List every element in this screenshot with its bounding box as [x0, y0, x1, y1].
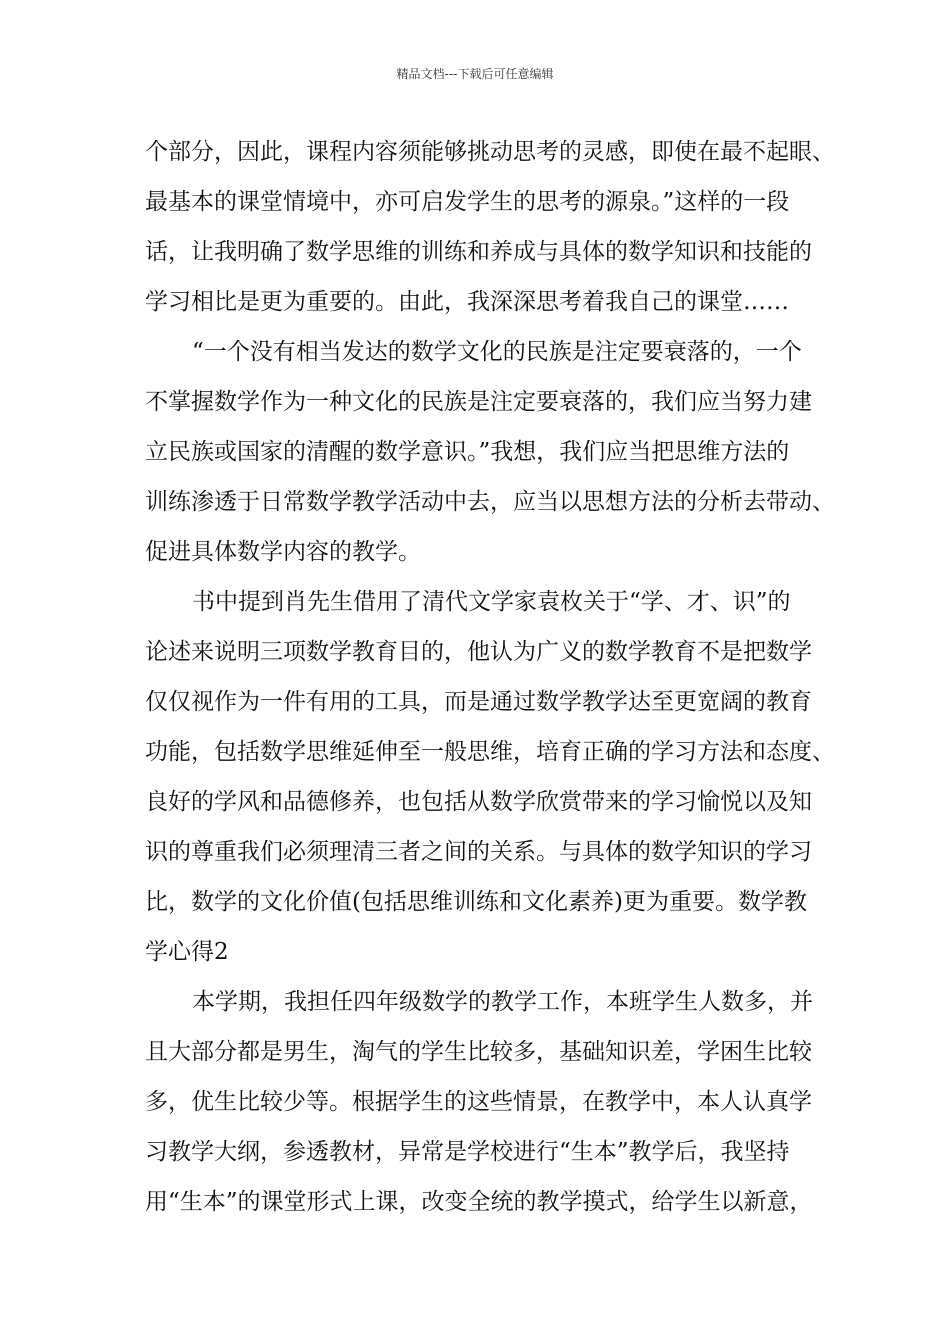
text-line: 训练渗透于日常数学教学活动中去，应当以思想方法的分析去带动、: [145, 489, 835, 515]
text-line: 习教学大纲，参透教材，异常是学校进行“生本”教学后，我坚持: [145, 1139, 790, 1165]
text-line: 不掌握数学作为一种文化的民族是注定要衰落的，我们应当努力建: [145, 389, 812, 415]
text-line: 论述来说明三项数学教育目的，他认为广义的数学教育不是把数学: [145, 639, 812, 665]
page-header: 精品文档---下载后可任意编辑: [396, 67, 554, 81]
text-line: 个部分，因此，课程内容须能够挑动思考的灵感，即使在最不起眼、: [145, 139, 835, 165]
text-line: 仅仅视作为一件有用的工具，而是通过数学教学达至更宽阔的教育: [145, 689, 812, 715]
text-line: 多，优生比较少等。根据学生的这些情景，在教学中，本人认真学: [145, 1089, 812, 1115]
text-line: 用“生本”的课堂形式上课，改变全统的教学摸式，给学生以新意，: [145, 1189, 813, 1215]
text-line: 良好的学风和品德修养，也包括从数学欣赏带来的学习愉悦以及知: [145, 789, 812, 815]
text-line: 学心得2: [145, 939, 229, 965]
text-line: 话，让我明确了数学思维的训练和养成与具体的数学知识和技能的: [145, 239, 812, 265]
text-line: 学习相比是更为重要的。由此，我深深思考着我自己的课堂……: [145, 289, 789, 315]
text-line: 识的尊重我们必须理清三者之间的关系。与具体的数学知识的学习: [145, 839, 812, 865]
text-line: 促进具体数学内容的教学。: [145, 539, 421, 565]
text-line: 书中提到肖先生借用了清代文学家袁枚关于“学、才、识”的: [192, 589, 791, 615]
document-body: [145, 127, 835, 1227]
text-line: 且大部分都是男生，淘气的学生比较多，基础知识差，学困生比较: [145, 1039, 812, 1065]
text-line: 比，数学的文化价值(包括思维训练和文化素养)更为重要。数学教: [145, 889, 807, 915]
text-line: 功能，包括数学思维延伸至一般思维，培育正确的学习方法和态度、: [145, 739, 835, 765]
text-line: 本学期，我担任四年级数学的教学工作，本班学生人数多，并: [192, 989, 813, 1015]
text-line: 立民族或国家的清醒的数学意识。”我想，我们应当把思维方法的: [145, 439, 790, 465]
text-line: 最基本的课堂情境中，亦可启发学生的思考的源泉。”这样的一段: [145, 189, 790, 215]
text-line: “一个没有相当发达的数学文化的民族是注定要衰落的，一个: [192, 339, 802, 365]
